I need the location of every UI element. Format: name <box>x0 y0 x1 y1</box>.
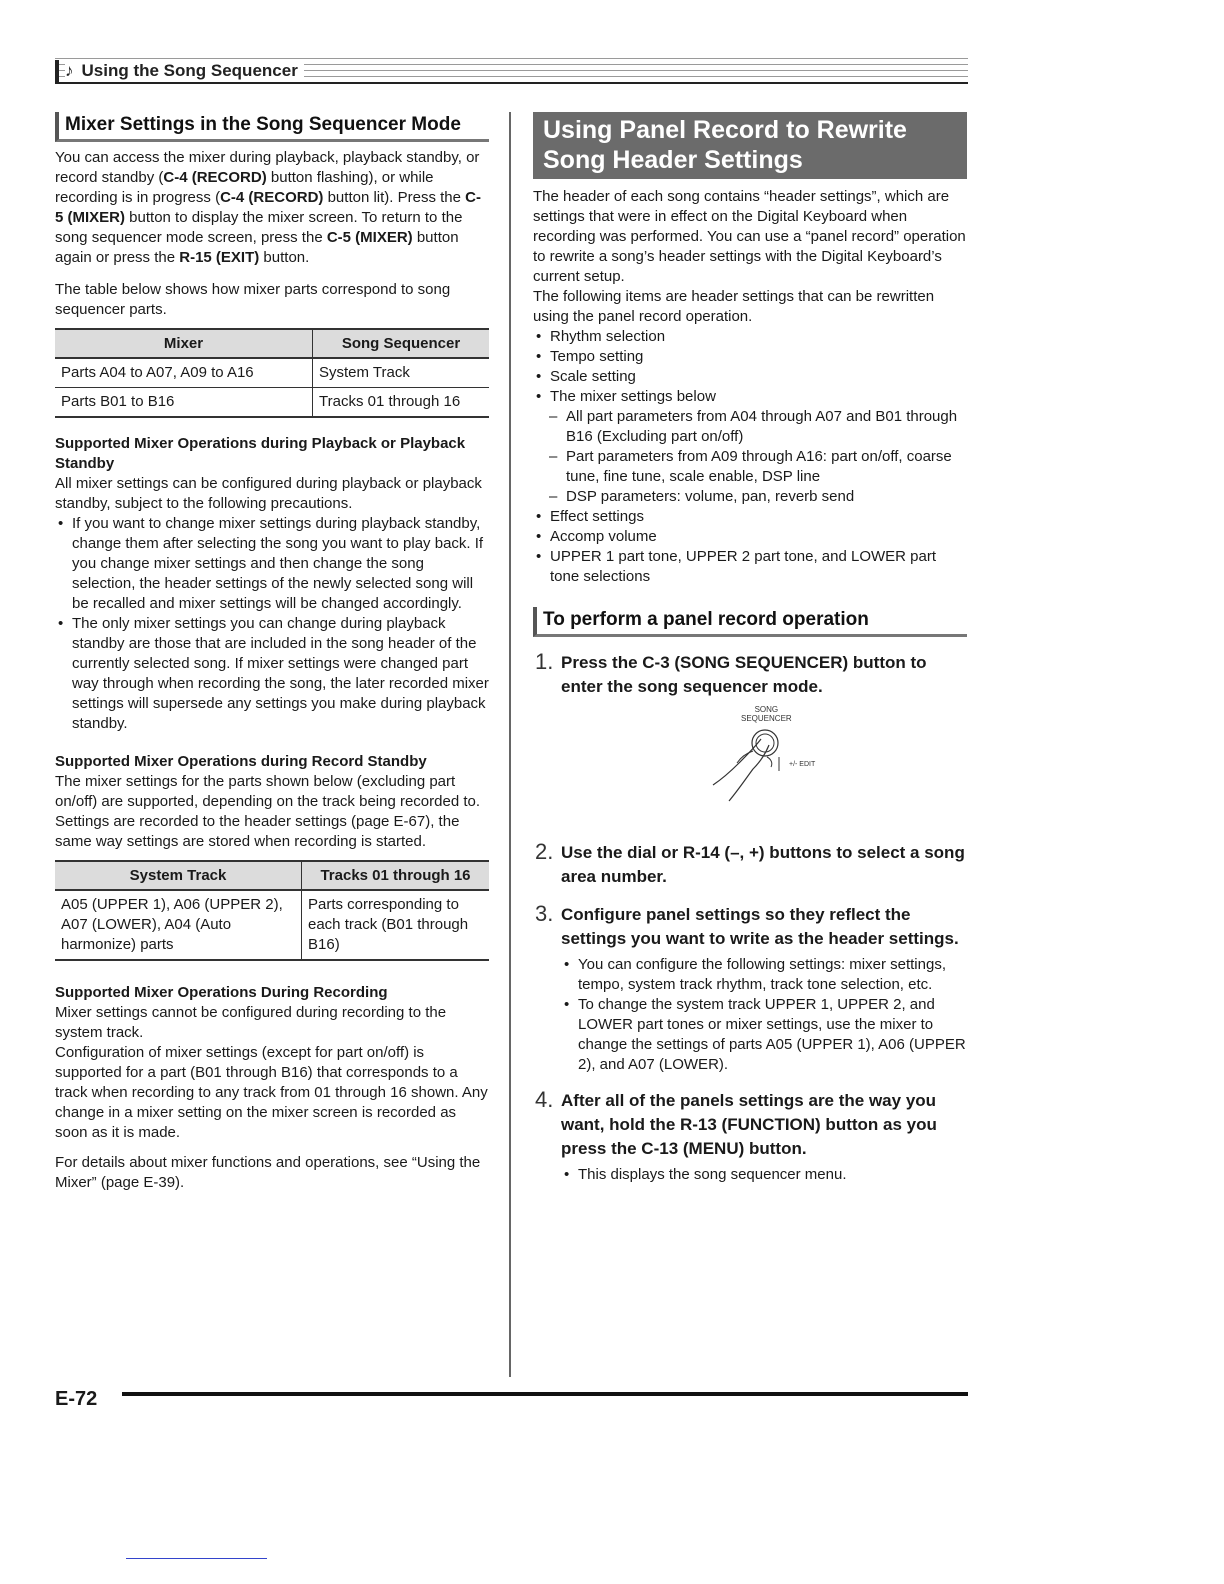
bottom-rule <box>126 1558 267 1559</box>
table-header: Tracks 01 through 16 <box>302 861 490 890</box>
list-item: – All part parameters from A04 through A07 and B01 through B16 (Excluding part on/off) <box>533 407 967 447</box>
header-mark <box>55 60 59 84</box>
list-item: • Effect settings <box>533 507 967 527</box>
procedure-title: To perform a panel record operation <box>533 607 967 637</box>
step-4 <box>533 1089 967 1185</box>
header-settings-intro: The header of each song contains “header settings”, which are settings that were in effect on the Digital Keyboard when recording was performed. You can use a “panel record” operation to rewrite a song’s header settings with the Digital Keyboard’s current setup. <box>533 188 966 285</box>
step-text: After all of the panels settings are the way you want, hold the R-13 (FUNCTION) button as you press the C-13 (MENU) button. <box>561 1091 937 1158</box>
table-cell: System Track <box>313 358 490 388</box>
step-number: 2. <box>535 839 554 864</box>
list-item: – DSP parameters: volume, pan, reverb send <box>533 487 967 507</box>
song-sequencer-button-figure <box>533 705 967 835</box>
record-standby-subheading: Supported Mixer Operations during Record Standby <box>55 753 427 770</box>
list-item: • Tempo setting <box>533 347 967 367</box>
step-4-notes <box>561 1165 967 1185</box>
header-settings-list <box>533 327 967 587</box>
recording-subheading: Supported Mixer Operations During Recording <box>55 984 388 1001</box>
playback-subheading: Supported Mixer Operations during Playback or Playback Standby <box>55 435 466 472</box>
table-row <box>55 890 489 960</box>
list-item: • You can configure the following settings: mixer settings, tempo, system track rhythm, track tone selection, etc. <box>561 955 967 995</box>
list-item: • To change the system track UPPER 1, UPPER 2, and LOWER part tones or mixer settings, use the mixer to change the settings of parts A05 (UPPER 1), A06 (UPPER 2), and A07 (LOWER). <box>561 995 967 1075</box>
step-text: Use the dial or R-14 (–, +) buttons to select a song area number. <box>561 843 965 886</box>
table-cell: A05 (UPPER 1), A06 (UPPER 2), A07 (LOWER), A04 (Auto harmonize) parts <box>55 890 302 960</box>
step-text: Configure panel settings so they reflect the settings you want to write as the header settings. <box>561 905 959 948</box>
step-number: 1. <box>535 649 554 674</box>
header-settings-items-intro: The following items are header settings that can be rewritten using the panel record operation. <box>533 288 935 325</box>
step-2 <box>533 841 967 889</box>
music-note-icon: ♪ <box>65 61 74 80</box>
table-cell: Tracks 01 through 16 <box>313 388 490 418</box>
list-item: • Accomp volume <box>533 527 967 547</box>
playback-bullets <box>55 514 489 734</box>
list-item: • The only mixer settings you can change during playback standby are those that are included in the song header of the currently selected song. If mixer settings were changed part way through when recording the song, the later recorded mixer settings will supersede any settings you make during playback standby. <box>55 614 489 734</box>
right-column <box>533 112 967 1185</box>
table-header: Song Sequencer <box>313 329 490 358</box>
table-header: Mixer <box>55 329 313 358</box>
left-column <box>55 112 489 1193</box>
column-divider <box>509 112 511 1377</box>
edit-label: +/- EDIT <box>789 761 816 768</box>
button-press-hand-icon <box>533 705 967 835</box>
list-item: – Part parameters from A09 through A16: part on/off, coarse tune, fine tune, scale enable, DSP line <box>533 447 967 487</box>
table-cell: Parts corresponding to each track (B01 through B16) <box>302 890 490 960</box>
list-item: • This displays the song sequencer menu. <box>561 1165 967 1185</box>
footer-rule <box>122 1392 968 1396</box>
recording-text-1: Mixer settings cannot be configured during recording to the system track. <box>55 1004 447 1041</box>
list-item: • UPPER 1 part tone, UPPER 2 part tone, and LOWER part tone selections <box>533 547 967 587</box>
table-cell: Parts A04 to A07, A09 to A16 <box>55 358 313 388</box>
step-1 <box>533 651 967 699</box>
mixer-reference: For details about mixer functions and operations, see “Using the Mixer” (page E-39). <box>55 1154 481 1191</box>
page-number: E-72 <box>55 1388 98 1410</box>
figure-label: SONG SEQUENCER <box>741 705 792 723</box>
step-3 <box>533 903 967 1075</box>
section-banner: Using Panel Record to Rewrite Song Header Settings <box>533 112 967 179</box>
recording-text-2: Configuration of mixer settings (except for part on/off) is supported for a part (B01 through B16) that corresponds to a track when recording to any track from 01 through 16 shown. Any change in a mixer setting on the mixer screen is recorded as soon as it is made. <box>55 1044 488 1141</box>
table-row <box>55 358 489 388</box>
mixer-settings-sublist <box>533 407 967 507</box>
header-title-text: Using the Song Sequencer <box>81 61 298 80</box>
record-standby-table <box>55 860 489 961</box>
list-item: • The mixer settings below – All part parameters from A04 through A07 and B01 through B16 (Excluding part on/off) – Part parameters from A09 through A16: part on/off, coarse tune, fine tune, scale enable, DSP line – DSP parameters: volume, pan, reverb send <box>533 387 967 507</box>
playback-text: All mixer settings can be configured during playback or playback standby, subject to the following precautions. <box>55 475 482 512</box>
step-number: 4. <box>535 1087 554 1112</box>
step-text: Press the C-3 (SONG SEQUENCER) button to enter the song sequencer mode. <box>561 653 927 696</box>
table-row <box>55 388 489 418</box>
intro-paragraph: You can access the mixer during playback, playback standby, or record standby (C-4 (RECORD) button flashing), or while recording is in progress (C-4 (RECORD) button lit). Press the C-5 (MIXER) button to display the mixer screen. To return to the song sequencer mode screen, press the C-5 (MIXER) button again or press the R-15 (EXIT) button. <box>55 149 481 266</box>
table-cell: Parts B01 to B16 <box>55 388 313 418</box>
section-title-mixer: Mixer Settings in the Song Sequencer Mode <box>55 112 489 142</box>
list-item: • Scale setting <box>533 367 967 387</box>
record-standby-text: The mixer settings for the parts shown below (excluding part on/off) are supported, depending on the track being recorded to. Settings are recorded to the header settings (page E-67), the same way settings are stored when recording is started. <box>55 773 481 850</box>
table-header: System Track <box>55 861 302 890</box>
step-number: 3. <box>535 901 554 926</box>
list-item: • If you want to change mixer settings during playback standby, change them after selecting the song you want to play back. If you change mixer settings and then change the song selection, the header settings of the newly selected song will be recalled and mixer settings will be changed accordingly. <box>55 514 489 614</box>
step-3-notes <box>561 955 967 1075</box>
header-title <box>65 60 304 82</box>
running-header <box>55 58 968 86</box>
list-item: • Rhythm selection <box>533 327 967 347</box>
mixer-parts-table <box>55 328 489 418</box>
table-intro: The table below shows how mixer parts correspond to song sequencer parts. <box>55 281 451 318</box>
